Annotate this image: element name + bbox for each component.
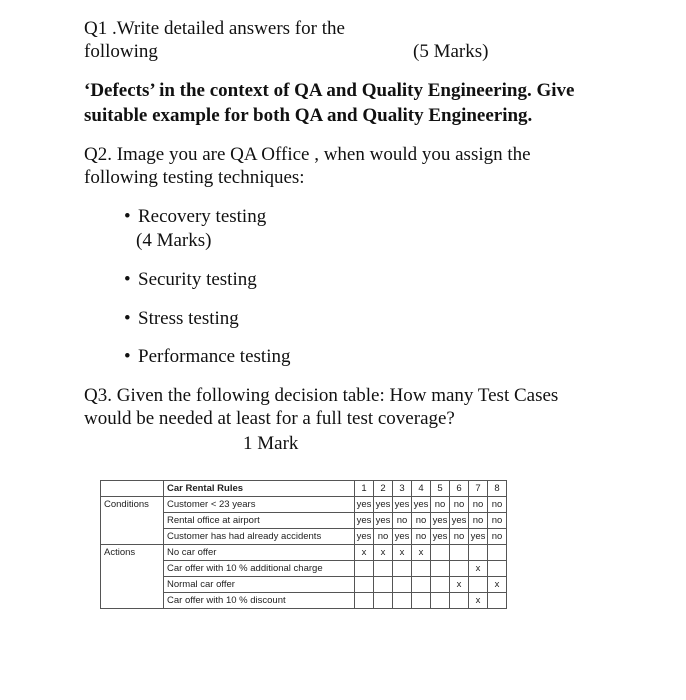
column-header: 2 xyxy=(374,481,393,497)
q1-heading-line1: Q1 .Write detailed answers for the xyxy=(84,18,345,39)
row-label: Car offer with 10 % discount xyxy=(164,593,355,609)
table-cell: no xyxy=(431,497,450,513)
row-label: Normal car offer xyxy=(164,577,355,593)
q2-heading-line2: following testing techniques: xyxy=(84,167,305,188)
column-header: 6 xyxy=(450,481,469,497)
column-header: 5 xyxy=(431,481,450,497)
group-spacer xyxy=(101,593,164,609)
table-cell: x xyxy=(488,577,507,593)
table-row xyxy=(101,593,507,609)
bullet-icon: • xyxy=(124,269,131,290)
bullet-label: Security testing xyxy=(138,269,257,290)
column-header: 1 xyxy=(355,481,374,497)
table-cell xyxy=(488,561,507,577)
table-cell: no xyxy=(374,529,393,545)
table-cell: no xyxy=(393,513,412,529)
q1-question-line2: suitable example for both QA and Quality Engineering. xyxy=(84,105,533,126)
table-cell xyxy=(374,561,393,577)
table-cell: yes xyxy=(355,513,374,529)
table-cell: no xyxy=(469,513,488,529)
table-cell: yes xyxy=(450,513,469,529)
table-cell: yes xyxy=(374,513,393,529)
q3-heading-line1: Q3. Given the following decision table: How many Test Cases xyxy=(84,385,559,406)
actions-label: Actions xyxy=(101,545,164,561)
group-spacer xyxy=(101,577,164,593)
row-label: Car offer with 10 % additional charge xyxy=(164,561,355,577)
table-cell: x xyxy=(469,593,488,609)
table-cell xyxy=(488,593,507,609)
table-cell: yes xyxy=(412,497,431,513)
group-spacer xyxy=(101,513,164,529)
table-cell xyxy=(393,593,412,609)
table-cell xyxy=(431,577,450,593)
table-cell xyxy=(355,577,374,593)
table-cell xyxy=(488,545,507,561)
row-label: Customer has had already accidents xyxy=(164,529,355,545)
table-cell: no xyxy=(412,513,431,529)
q2-bullet-stress xyxy=(124,307,239,331)
row-label: Rental office at airport xyxy=(164,513,355,529)
table-cell xyxy=(469,577,488,593)
table-row xyxy=(101,545,507,561)
bullet-label: Stress testing xyxy=(138,308,239,329)
table-cell: yes xyxy=(431,529,450,545)
group-spacer xyxy=(101,529,164,545)
group-spacer xyxy=(101,561,164,577)
table-cell: x xyxy=(374,545,393,561)
table-cell: x xyxy=(450,577,469,593)
table-row xyxy=(101,561,507,577)
table-cell xyxy=(374,577,393,593)
table-cell xyxy=(450,561,469,577)
table-cell: no xyxy=(469,497,488,513)
bullet-icon: • xyxy=(124,346,131,367)
table-cell: yes xyxy=(355,497,374,513)
column-header: 3 xyxy=(393,481,412,497)
bullet-label: Performance testing xyxy=(138,346,291,367)
q1-heading-line2: following xyxy=(84,41,158,62)
table-cell: yes xyxy=(355,529,374,545)
table-cell xyxy=(431,561,450,577)
table-cell xyxy=(412,577,431,593)
table-title: Car Rental Rules xyxy=(164,481,355,497)
table-cell xyxy=(431,545,450,561)
q3-heading-line2: would be needed at least for a full test coverage? xyxy=(84,408,455,429)
bullet-icon: • xyxy=(124,206,131,227)
conditions-label: Conditions xyxy=(101,497,164,513)
table-cell: no xyxy=(488,529,507,545)
column-header: 7 xyxy=(469,481,488,497)
table-row xyxy=(101,529,507,545)
table-cell: x xyxy=(393,545,412,561)
table-cell: x xyxy=(412,545,431,561)
table-cell: no xyxy=(412,529,431,545)
table-cell: yes xyxy=(393,497,412,513)
q3-marks: 1 Mark xyxy=(243,433,299,454)
table-cell: yes xyxy=(469,529,488,545)
q2-heading-line1: Q2. Image you are QA Office , when would you assign the xyxy=(84,144,531,165)
table-cell xyxy=(355,561,374,577)
table-cell: x xyxy=(355,545,374,561)
table-cell xyxy=(450,545,469,561)
table-cell xyxy=(431,593,450,609)
column-header: 4 xyxy=(412,481,431,497)
table-cell xyxy=(450,593,469,609)
table-cell: yes xyxy=(374,497,393,513)
table-row xyxy=(101,577,507,593)
q2-bullet-performance xyxy=(124,345,290,369)
table-cell xyxy=(355,593,374,609)
bullet-icon: • xyxy=(124,308,131,329)
table-cell: no xyxy=(488,513,507,529)
row-label: Customer < 23 years xyxy=(164,497,355,513)
q1-question-line1: ‘Defects’ in the context of QA and Quality Engineering. Give xyxy=(84,80,575,101)
bullet-label: Recovery testing xyxy=(138,206,267,227)
table-row xyxy=(101,513,507,529)
column-header: 8 xyxy=(488,481,507,497)
table-cell: no xyxy=(450,529,469,545)
q2-bullet-security xyxy=(124,268,257,292)
table-cell xyxy=(393,577,412,593)
table-cell xyxy=(412,561,431,577)
table-cell: no xyxy=(450,497,469,513)
table-cell: yes xyxy=(431,513,450,529)
table-cell: x xyxy=(469,561,488,577)
table-cell xyxy=(393,561,412,577)
q1-marks: (5 Marks) xyxy=(413,41,489,62)
table-cell: yes xyxy=(393,529,412,545)
row-label: No car offer xyxy=(164,545,355,561)
table-cell xyxy=(469,545,488,561)
table-cell: no xyxy=(488,497,507,513)
decision-table xyxy=(100,480,507,609)
table-cell xyxy=(412,593,431,609)
table-cell xyxy=(374,593,393,609)
q2-bullet-recovery xyxy=(124,205,266,229)
table-header-row xyxy=(101,481,507,497)
q2-marks: (4 Marks) xyxy=(136,230,212,251)
table-corner-cell xyxy=(101,481,164,497)
table-row xyxy=(101,497,507,513)
